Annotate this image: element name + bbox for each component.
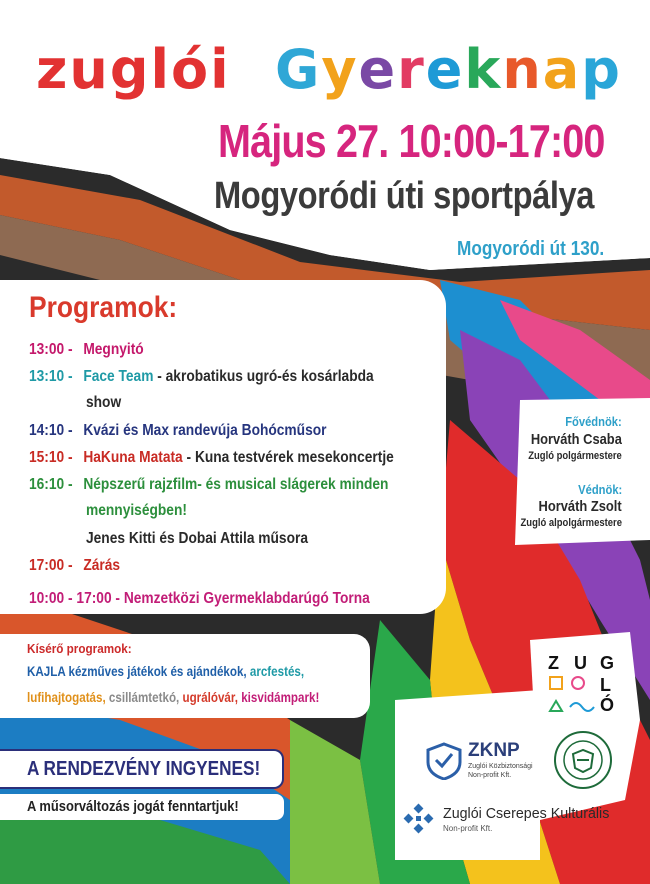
row-title: Megnyitó bbox=[83, 341, 144, 358]
row-time: 13:10 - bbox=[29, 368, 73, 385]
program-row bbox=[29, 341, 144, 359]
rights-text: A műsorváltozás jogát fenntartjuk! bbox=[27, 798, 239, 815]
zuglo-letter: L bbox=[600, 675, 611, 695]
row-time: 17:00 - bbox=[29, 557, 73, 574]
row-title: Face Team bbox=[83, 368, 154, 385]
vednok-role: Zugló alpolgármestere bbox=[520, 517, 622, 529]
zuglo-logo bbox=[548, 653, 618, 715]
program-row bbox=[86, 394, 121, 412]
fovednok-label: Fővédnök: bbox=[565, 414, 622, 429]
row-title: HaKuna Matata bbox=[83, 449, 183, 466]
row-time: 14:10 - bbox=[29, 422, 73, 439]
row-title: Zárás bbox=[83, 557, 121, 574]
program-title: Programok: bbox=[29, 291, 178, 324]
row-time: 10:00 - 17:00 bbox=[29, 590, 112, 607]
row-time: 13:00 - bbox=[29, 341, 73, 358]
title-letter: p bbox=[581, 38, 622, 101]
title-gyereknap bbox=[275, 38, 622, 101]
zknp-sub1: Zuglói Közbiztonsági bbox=[468, 763, 533, 770]
row-title: - Nemzetközi Gyermeklabdarúgó Torna bbox=[111, 590, 370, 607]
row-title: Kvázi és Max randevúja Bohócműsor bbox=[83, 422, 327, 439]
title-letter: G bbox=[275, 38, 322, 101]
program-row bbox=[29, 449, 394, 467]
cserepes-title: Zuglói Cserepes Kulturális bbox=[443, 805, 610, 822]
row-title: Népszerű rajzfilm- és musical slágerek minden bbox=[83, 476, 389, 493]
side-program-funpark: kisvidámpark! bbox=[237, 690, 320, 705]
title-letter: a bbox=[542, 38, 582, 101]
zuglo-letter: G bbox=[600, 653, 615, 673]
zuglo-icons bbox=[548, 675, 596, 719]
zuglo-letter: U bbox=[574, 653, 587, 673]
program-row bbox=[29, 368, 374, 386]
title-letter: y bbox=[321, 38, 359, 101]
side-program-kajla: KAJLA bbox=[27, 664, 66, 679]
program-row bbox=[29, 422, 326, 440]
row-rest: Jenes Kitti és Dobai Attila műsora bbox=[86, 530, 309, 547]
title-letter: n bbox=[502, 38, 543, 101]
row-title: mennyiségben! bbox=[86, 502, 187, 519]
program-row bbox=[29, 590, 370, 608]
vednok-label: Védnök: bbox=[577, 482, 622, 497]
side-program-balloons: lufihajtogatás, bbox=[27, 690, 106, 705]
event-venue: Mogyoródi úti sportpálya bbox=[214, 175, 595, 217]
fovednok-name: Horváth Csaba bbox=[530, 431, 622, 448]
title-letter: e bbox=[358, 38, 398, 101]
cserepes-sub: Non-profit Kft. bbox=[443, 824, 493, 833]
side-program-tattoo: csillámtetkó, bbox=[105, 690, 180, 705]
program-row bbox=[29, 557, 120, 575]
zknp-sub2: Non-profit Kft. bbox=[468, 772, 512, 779]
title-zugloi-text: zuglói bbox=[36, 38, 231, 101]
shield-icon bbox=[426, 742, 462, 780]
side-programs-title: Kísérő programok: bbox=[27, 641, 132, 656]
title-zugloi bbox=[36, 38, 231, 101]
fovednok-role: Zugló polgármestere bbox=[528, 450, 622, 462]
side-program-crafts: kézműves játékok és ajándékok, bbox=[65, 664, 247, 679]
vednok-name: Horváth Zsolt bbox=[538, 498, 622, 515]
row-rest: - akrobatikus ugró-és kosárlabda bbox=[153, 368, 374, 385]
row-rest: show bbox=[86, 394, 122, 411]
program-row bbox=[86, 530, 308, 548]
title-letter: r bbox=[397, 38, 426, 101]
title-letter: k bbox=[464, 38, 503, 101]
program-row bbox=[29, 476, 388, 494]
free-entry-text: A RENDEZVÉNY INGYENES! bbox=[27, 758, 261, 780]
zuglo-letter: Z bbox=[548, 653, 559, 673]
tile-pattern-icon bbox=[403, 803, 435, 835]
sport-seal-icon bbox=[553, 730, 613, 790]
event-address: Mogyoródi út 130. bbox=[457, 238, 605, 260]
zknp-title: ZKNP bbox=[468, 740, 520, 761]
zuglo-letter: Ó bbox=[600, 695, 615, 715]
side-programs-line bbox=[27, 690, 319, 705]
row-time: 16:10 - bbox=[29, 476, 73, 493]
title-letter: e bbox=[425, 38, 465, 101]
side-programs-line bbox=[27, 664, 304, 679]
row-rest: - Kuna testvérek mesekoncertje bbox=[182, 449, 394, 466]
side-program-bouncy: ugrálóvár, bbox=[179, 690, 238, 705]
row-time: 15:10 - bbox=[29, 449, 73, 466]
side-program-facepaint: arcfestés, bbox=[246, 664, 305, 679]
event-date: Május 27. 10:00-17:00 bbox=[218, 115, 605, 167]
program-row bbox=[86, 502, 187, 520]
